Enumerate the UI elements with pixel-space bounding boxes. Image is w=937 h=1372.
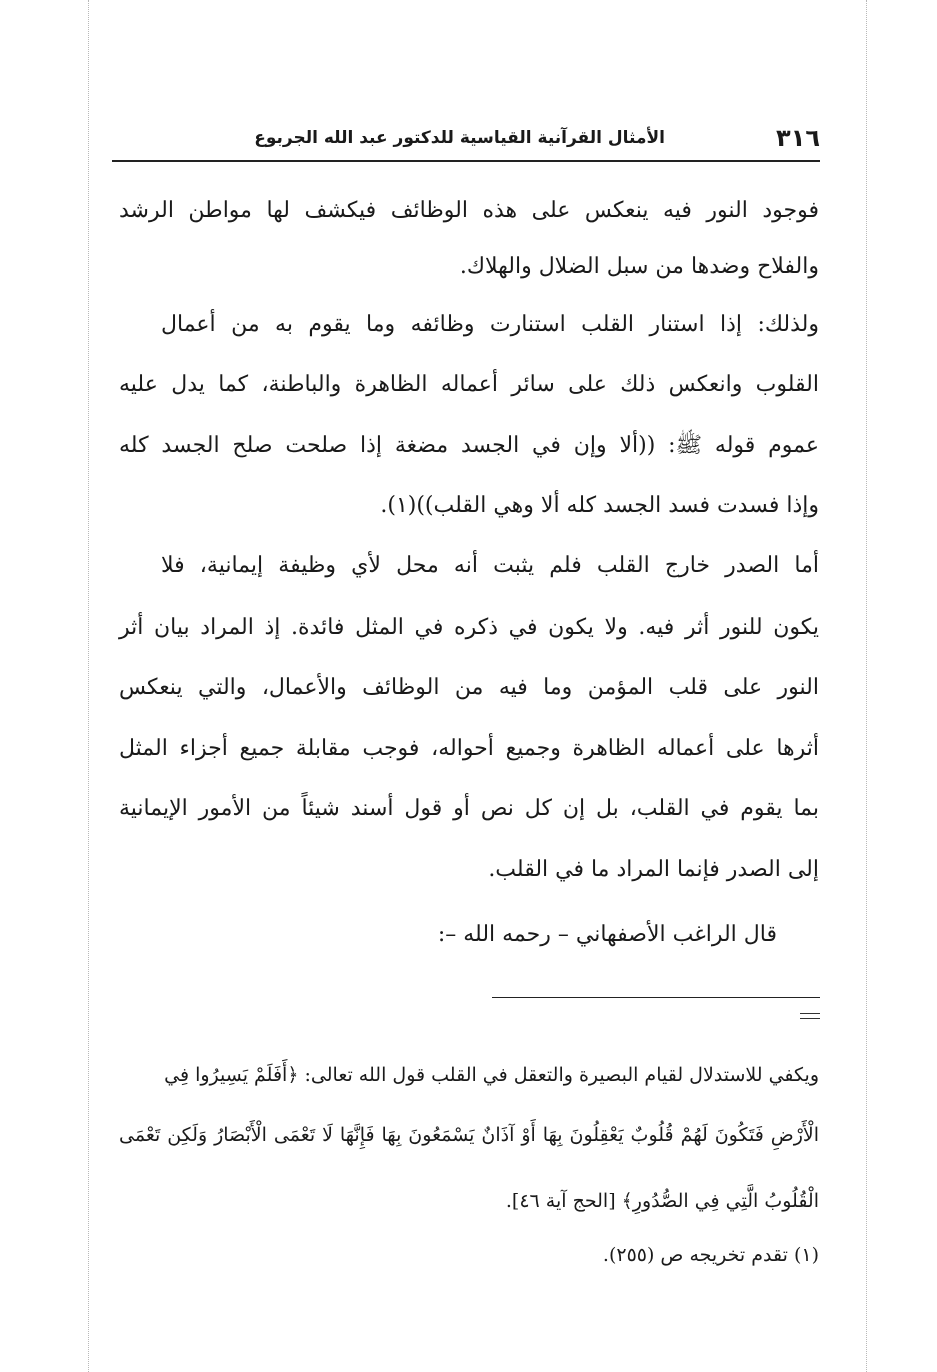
- body-line: أما الصدر خارج القلب فلم يثبت أنه محل لأي وظيفة إيمانية، فلا: [161, 553, 819, 578]
- footnote-line: الْقُلُوبُ الَّتِي فِي الصُّدُورِ﴾ [الحج آية ٤٦].: [505, 1190, 819, 1212]
- body-line: يكون للنور أثر فيه. ولا يكون في ذكره في المثل فائدة. إذ المراد بيان أثر: [119, 615, 819, 640]
- page-number: ٣١٦: [776, 124, 820, 152]
- continuation-mark: [800, 1013, 820, 1019]
- footnote-line: الْأَرْضِ فَتَكُونَ لَهُمْ قُلُوبٌ يَعْقِلُونَ بِهَا أَوْ آذَانٌ يَسْمَعُونَ بِهَا فَإِنَّهَا لَا تَعْمَى الْأَبْصَارُ وَلَكِن تَعْمَى: [119, 1124, 819, 1146]
- body-line: عموم قوله ﷺ: ((ألا وإن في الجسد مضغة إذا صلحت صلح الجسد كله: [119, 433, 819, 458]
- body-line: النور على قلب المؤمن وما فيه من الوظائف والأعمال، والتي ينعكس: [119, 675, 819, 700]
- body-line: القلوب وانعكس ذلك على سائر أعماله الظاهرة والباطنة، كما يدل عليه: [119, 372, 819, 397]
- body-line: قال الراغب الأصفهاني – رحمه الله –:: [437, 922, 777, 947]
- header-title: الأمثال القرآنية القياسية للدكتور عبد الله الجربوع: [254, 128, 665, 148]
- scan-dotted-line: [866, 0, 867, 1372]
- footnote-separator: [492, 997, 820, 998]
- running-header: [112, 124, 820, 162]
- body-line: وإذا فسدت فسد الجسد كله ألا وهي القلب))(١).: [380, 493, 819, 518]
- body-line: ولذلك: إذا استنار القلب استنارت وظائفه وما يقوم به من أعمال: [161, 312, 819, 337]
- body-line: بما يقوم في القلب، بل إن كل نص أو قول أسند شيئاً من الأمور الإيمانية: [119, 796, 819, 821]
- body-line: إلى الصدر فإنما المراد ما في القلب.: [488, 857, 819, 882]
- body-line: أثرها على أعماله الظاهرة وجميع أحواله، فوجب مقابلة جميع أجزاء المثل: [119, 736, 819, 761]
- footnote-line: ويكفي للاستدلال لقيام البصيرة والتعقل في القلب قول الله تعالى: ﴿أَفَلَمْ يَسِيرُوا فِي: [164, 1064, 819, 1086]
- body-line: فوجود النور فيه ينعكس على هذه الوظائف فيكشف لها مواطن الرشد: [119, 198, 819, 223]
- footnote-line: (١) تقدم تخريجه ص (٢٥٥).: [602, 1244, 819, 1266]
- scan-dotted-line: [88, 0, 89, 1372]
- body-line: والفلاح وضدها من سبل الضلال والهلاك.: [459, 254, 819, 279]
